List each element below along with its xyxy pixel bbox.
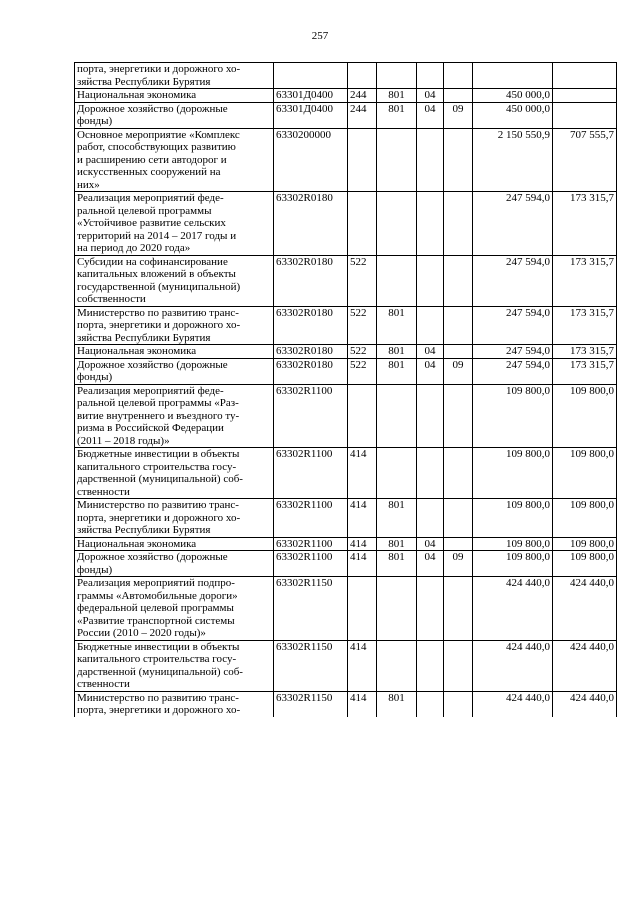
row-expense-type-cell: 414 — [348, 499, 377, 538]
row-code-cell: 63301Д0400 — [274, 89, 348, 103]
row-section-cell — [417, 255, 444, 306]
row-code-cell: 63302R0180 — [274, 358, 348, 384]
row-subsection-cell — [444, 577, 473, 641]
row-expense-type-cell: 414 — [348, 640, 377, 691]
table-row — [75, 358, 617, 384]
row-amount-total-cell: 247 594,0 — [473, 192, 553, 256]
row-administrator-cell — [377, 63, 417, 89]
table-row — [75, 384, 617, 448]
row-code-cell: 63302R1150 — [274, 691, 348, 717]
row-subsection-cell — [444, 345, 473, 359]
row-administrator-cell — [377, 255, 417, 306]
row-expense-type-cell — [348, 192, 377, 256]
row-expense-type-cell: 522 — [348, 255, 377, 306]
row-expense-type-cell: 414 — [348, 551, 377, 577]
row-name-cell: Реализация мероприятий феде- ральной целевой программы «Устойчивое развитие сельских территорий на 2014 – 2017 годы и на период до 2020 года» — [75, 192, 274, 256]
table-row — [75, 448, 617, 499]
row-subsection-cell: 09 — [444, 551, 473, 577]
row-section-cell — [417, 384, 444, 448]
row-amount-total-cell: 2 150 550,9 — [473, 128, 553, 192]
row-code-cell: 63302R1150 — [274, 640, 348, 691]
row-code-cell: 6330200000 — [274, 128, 348, 192]
row-administrator-cell: 801 — [377, 306, 417, 345]
row-amount-total-cell: 109 800,0 — [473, 499, 553, 538]
row-administrator-cell — [377, 128, 417, 192]
table-row — [75, 537, 617, 551]
row-name-cell: Министерство по развитию транс- порта, энергетики и дорожного хо- зяйства Республики Бурятия — [75, 499, 274, 538]
row-expense-type-cell: 522 — [348, 358, 377, 384]
row-amount-total-cell: 109 800,0 — [473, 551, 553, 577]
row-name-cell: Национальная экономика — [75, 345, 274, 359]
table-row — [75, 691, 617, 717]
row-expense-type-cell: 244 — [348, 89, 377, 103]
page-number: 257 — [311, 30, 329, 42]
row-name-cell: Дорожное хозяйство (дорожные фонды) — [75, 551, 274, 577]
row-expense-type-cell: 244 — [348, 102, 377, 128]
row-administrator-cell — [377, 640, 417, 691]
row-code-cell: 63302R1100 — [274, 448, 348, 499]
row-name-cell: Министерство по развитию транс- порта, энергетики и дорожного хо- зяйства Республики Бурятия — [75, 306, 274, 345]
row-amount-federal-cell: 707 555,7 — [553, 128, 617, 192]
row-code-cell: 63302R0180 — [274, 306, 348, 345]
row-name-cell: Дорожное хозяйство (дорожные фонды) — [75, 358, 274, 384]
row-name-cell: Дорожное хозяйство (дорожные фонды) — [75, 102, 274, 128]
row-administrator-cell: 801 — [377, 551, 417, 577]
row-subsection-cell — [444, 128, 473, 192]
row-code-cell: 63302R0180 — [274, 255, 348, 306]
row-amount-total-cell: 247 594,0 — [473, 306, 553, 345]
row-amount-federal-cell: 109 800,0 — [553, 537, 617, 551]
row-subsection-cell — [444, 384, 473, 448]
row-subsection-cell: 09 — [444, 358, 473, 384]
row-subsection-cell — [444, 499, 473, 538]
table-row — [75, 345, 617, 359]
budget-table-body — [75, 63, 617, 717]
row-administrator-cell: 801 — [377, 102, 417, 128]
row-section-cell — [417, 63, 444, 89]
row-amount-federal-cell: 109 800,0 — [553, 448, 617, 499]
row-name-cell: Национальная экономика — [75, 89, 274, 103]
row-code-cell: 63302R0180 — [274, 192, 348, 256]
row-subsection-cell — [444, 537, 473, 551]
row-administrator-cell — [377, 448, 417, 499]
row-subsection-cell — [444, 306, 473, 345]
row-expense-type-cell — [348, 128, 377, 192]
row-amount-total-cell: 450 000,0 — [473, 89, 553, 103]
row-section-cell — [417, 577, 444, 641]
row-amount-federal-cell — [553, 89, 617, 103]
row-amount-total-cell: 424 440,0 — [473, 577, 553, 641]
row-code-cell: 63302R1100 — [274, 384, 348, 448]
row-subsection-cell — [444, 255, 473, 306]
row-section-cell — [417, 691, 444, 717]
table-row — [75, 306, 617, 345]
row-amount-federal-cell: 424 440,0 — [553, 691, 617, 717]
row-expense-type-cell: 414 — [348, 537, 377, 551]
row-amount-federal-cell: 109 800,0 — [553, 499, 617, 538]
table-row — [75, 102, 617, 128]
row-amount-federal-cell: 109 800,0 — [553, 551, 617, 577]
row-administrator-cell — [377, 192, 417, 256]
row-amount-federal-cell: 424 440,0 — [553, 640, 617, 691]
table-row — [75, 63, 617, 89]
row-name-cell: Национальная экономика — [75, 537, 274, 551]
row-subsection-cell — [444, 448, 473, 499]
row-name-cell: Реализация мероприятий феде- ральной целевой программы «Раз- витие внутреннего и въездного ту- ризма в Российской Федерации (2011 – 2018 годы)» — [75, 384, 274, 448]
row-section-cell: 04 — [417, 358, 444, 384]
row-amount-total-cell: 109 800,0 — [473, 448, 553, 499]
row-amount-federal-cell: 424 440,0 — [553, 577, 617, 641]
row-subsection-cell: 09 — [444, 102, 473, 128]
row-amount-total-cell: 109 800,0 — [473, 384, 553, 448]
row-subsection-cell — [444, 691, 473, 717]
row-section-cell: 04 — [417, 89, 444, 103]
row-code-cell: 63302R1100 — [274, 537, 348, 551]
row-subsection-cell — [444, 640, 473, 691]
table-row — [75, 89, 617, 103]
row-expense-type-cell — [348, 63, 377, 89]
budget-table — [74, 62, 617, 717]
row-expense-type-cell — [348, 384, 377, 448]
row-amount-federal-cell: 173 315,7 — [553, 345, 617, 359]
row-amount-federal-cell: 173 315,7 — [553, 192, 617, 256]
table-row — [75, 551, 617, 577]
table-row — [75, 255, 617, 306]
row-section-cell: 04 — [417, 537, 444, 551]
row-administrator-cell — [377, 577, 417, 641]
row-administrator-cell: 801 — [377, 89, 417, 103]
row-section-cell — [417, 192, 444, 256]
row-section-cell — [417, 448, 444, 499]
row-amount-total-cell: 424 440,0 — [473, 691, 553, 717]
row-subsection-cell — [444, 89, 473, 103]
table-row — [75, 128, 617, 192]
row-name-cell: порта, энергетики и дорожного хо- зяйства Республики Бурятия — [75, 63, 274, 89]
row-subsection-cell — [444, 192, 473, 256]
row-name-cell: Министерство по развитию транс- порта, энергетики и дорожного хо- — [75, 691, 274, 717]
row-section-cell — [417, 499, 444, 538]
row-amount-federal-cell: 173 315,7 — [553, 358, 617, 384]
row-expense-type-cell — [348, 577, 377, 641]
row-section-cell: 04 — [417, 551, 444, 577]
table-row — [75, 640, 617, 691]
row-code-cell: 63302R1100 — [274, 499, 348, 538]
row-administrator-cell: 801 — [377, 537, 417, 551]
row-section-cell — [417, 128, 444, 192]
row-name-cell: Основное мероприятие «Комплекс работ, способствующих развитию и расширению сети автодорог и искусственных сооружений на них» — [75, 128, 274, 192]
row-expense-type-cell: 414 — [348, 691, 377, 717]
row-subsection-cell — [444, 63, 473, 89]
row-code-cell — [274, 63, 348, 89]
row-code-cell: 63302R1150 — [274, 577, 348, 641]
row-amount-federal-cell: 173 315,7 — [553, 255, 617, 306]
row-amount-total-cell: 247 594,0 — [473, 255, 553, 306]
row-expense-type-cell: 414 — [348, 448, 377, 499]
row-name-cell: Бюджетные инвестиции в объекты капитального строительства госу- дарственной (муниципальной) соб- ственности — [75, 640, 274, 691]
row-section-cell — [417, 640, 444, 691]
row-amount-federal-cell: 109 800,0 — [553, 384, 617, 448]
row-amount-federal-cell — [553, 63, 617, 89]
row-administrator-cell: 801 — [377, 691, 417, 717]
row-section-cell: 04 — [417, 102, 444, 128]
row-amount-total-cell — [473, 63, 553, 89]
row-name-cell: Субсидии на софинансирование капитальных вложений в объекты государственной (муниципальной) собственности — [75, 255, 274, 306]
table-row — [75, 499, 617, 538]
row-administrator-cell: 801 — [377, 345, 417, 359]
row-amount-total-cell: 424 440,0 — [473, 640, 553, 691]
row-amount-federal-cell — [553, 102, 617, 128]
row-amount-total-cell: 109 800,0 — [473, 537, 553, 551]
row-code-cell: 63302R0180 — [274, 345, 348, 359]
row-amount-total-cell: 247 594,0 — [473, 345, 553, 359]
row-administrator-cell: 801 — [377, 358, 417, 384]
row-amount-total-cell: 450 000,0 — [473, 102, 553, 128]
row-expense-type-cell: 522 — [348, 306, 377, 345]
row-name-cell: Бюджетные инвестиции в объекты капитального строительства госу- дарственной (муниципальной) соб- ственности — [75, 448, 274, 499]
row-code-cell: 63302R1100 — [274, 551, 348, 577]
row-section-cell — [417, 306, 444, 345]
table-row — [75, 577, 617, 641]
row-administrator-cell: 801 — [377, 499, 417, 538]
row-code-cell: 63301Д0400 — [274, 102, 348, 128]
row-expense-type-cell: 522 — [348, 345, 377, 359]
row-amount-total-cell: 247 594,0 — [473, 358, 553, 384]
row-section-cell: 04 — [417, 345, 444, 359]
table-row — [75, 192, 617, 256]
row-amount-federal-cell: 173 315,7 — [553, 306, 617, 345]
row-name-cell: Реализация мероприятий подпро- граммы «Автомобильные дороги» федеральной целевой программы «Развитие транспортной системы России (2010 – 2020 годы)» — [75, 577, 274, 641]
row-administrator-cell — [377, 384, 417, 448]
